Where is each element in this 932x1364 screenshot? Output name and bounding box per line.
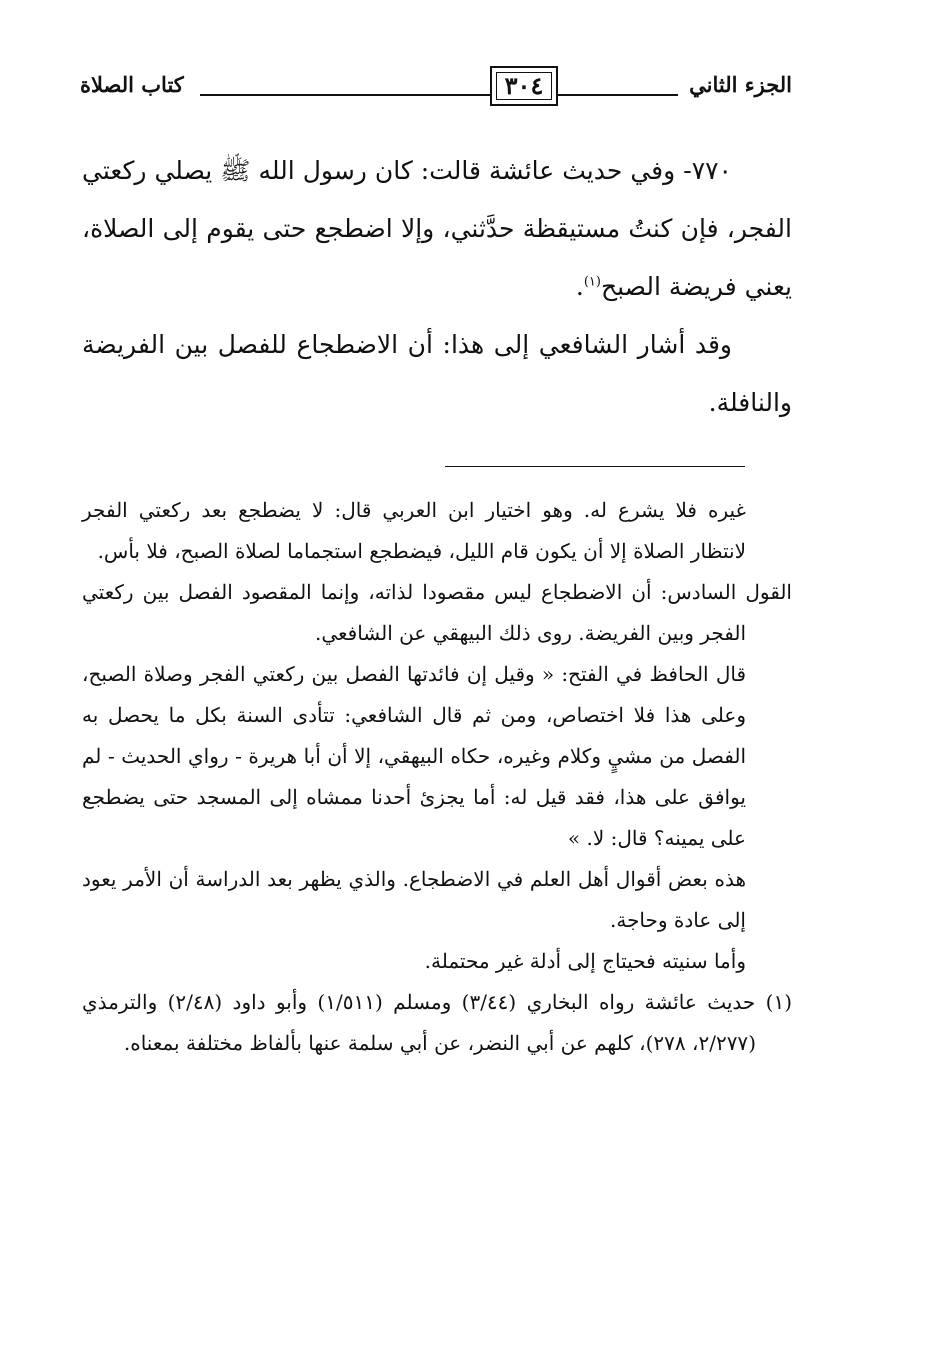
hadith-text: ٧٧٠- وفي حديث عائشة قالت: كان رسول الله ﷺ يصلي ركعتي الفجر، فإن كنتُ مستيقظة حدَّثني، وإلا اضطجع حتى يقوم إلى الصلاة، يعني فريضة الصبح: [82, 156, 792, 301]
commentary-paragraph: وقد أشار الشافعي إلى هذا: أن الاضطجاع للفصل بين الفريضة والنافلة.: [82, 330, 792, 417]
note-sunnah: وأما سنيته فحيتاج إلى أدلة غير محتملة.: [424, 949, 746, 973]
hadith-end: .: [575, 272, 584, 301]
note-continuation: غيره فلا يشرع له. وهو اختيار ابن العربي قال: لا يضطجع بعد ركعتي الفجر لانتظار الصلاة إلا أن يكون قام الليل، فيضطجع استجماما لصلاة الصبح، فلا بأس.: [82, 498, 746, 563]
running-header: [80, 66, 792, 116]
header-rule-right: [558, 94, 678, 96]
footnote-1: (١) حديث عائشة رواه البخاري (٣/٤٤) ومسلم (١/٥١١) وأبو داود (٢/٤٨) والترمذي (٢/٢٧٧، ٢٧٨)، كلهم عن أبي النضر، عن أبي سلمة عنها بألفاظ مختلفة بمعناه.: [82, 990, 792, 1055]
hadith-paragraph: [82, 142, 792, 316]
note-sixth-opinion: القول السادس: أن الاضطجاع ليس مقصودا لذاته، وإنما المقصود الفصل بين ركعتي الفجر وبين الفريضة. روى ذلك البيهقي عن الشافعي.: [82, 580, 792, 645]
footnotes-area: [82, 490, 792, 1064]
book-title: كتاب الصلاة: [80, 72, 184, 97]
note-fath-quote: قال الحافظ في الفتح: « وقيل إن فائدتها الفصل بين ركعتي الفجر وصلاة الصبح، وعلى هذا فلا اختصاص، ومن ثم قال الشافعي: تتأدى السنة بكل ما يحصل به الفصل من مشيٍ وكلام وغيره، حكاه البيهقي، إلا أن أبا هريرة - رواي الحديث - لم يوافق على هذا، فقد قيل له: أما يجزئ أحدنا ممشاه إلى المسجد حتى يضطجع على يمينه؟ قال: لا. »: [82, 662, 747, 850]
footnote-ref: (١): [583, 274, 601, 290]
section-title: الجزء الثاني: [689, 72, 792, 97]
page-number: ٣٠٤: [490, 66, 558, 106]
header-rule-left: [200, 94, 490, 96]
footnote-separator: [445, 466, 745, 467]
main-text: [82, 142, 792, 432]
note-summary: هذه بعض أقوال أهل العلم في الاضطجاع. والذي يظهر بعد الدراسة أن الأمر يعود إلى عادة وحاجة.: [82, 867, 746, 932]
